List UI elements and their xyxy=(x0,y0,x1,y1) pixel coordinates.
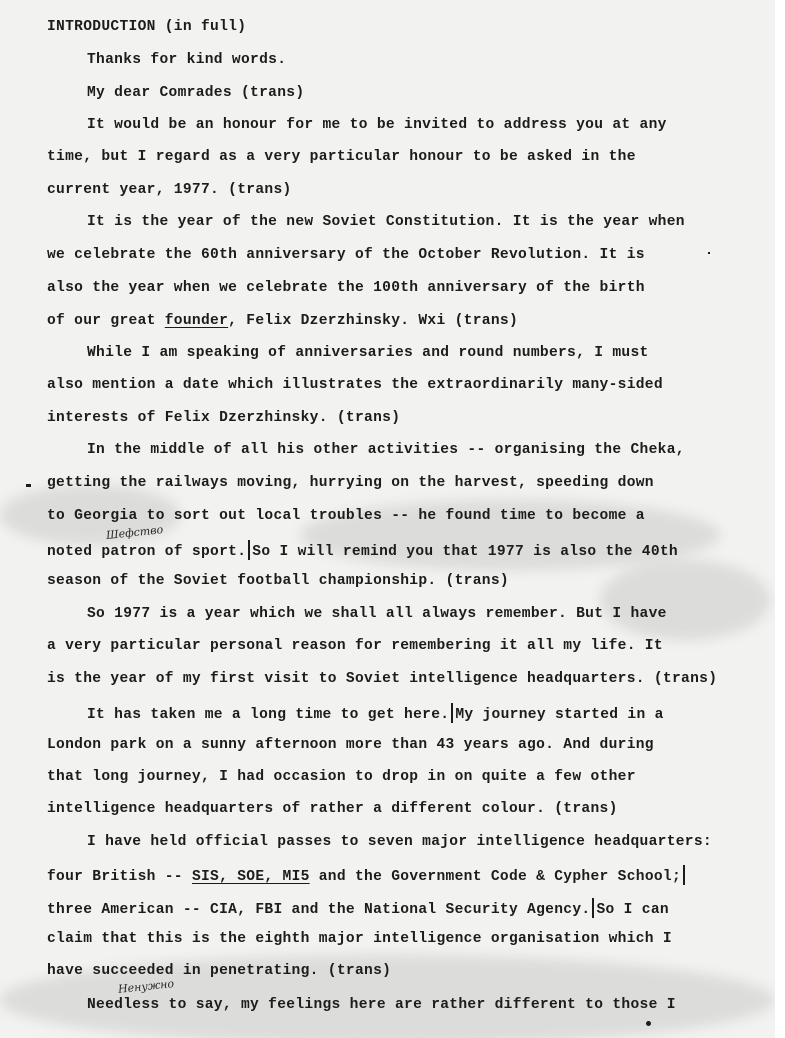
text-line: getting the railways moving, hurrying on the harvest, speeding down xyxy=(47,475,654,491)
margin-bar-mark xyxy=(248,540,250,560)
ink-dot xyxy=(708,252,710,254)
handwritten-annotation: Шефство xyxy=(105,523,164,542)
text-line: that long journey, I had occasion to drop in on quite a few other xyxy=(47,769,636,785)
text-line: Needless to say, my feelings here are rather different to those I xyxy=(87,997,676,1013)
underlined-word: founder xyxy=(164,313,229,329)
text-line: time, but I regard as a very particular honour to be asked in the xyxy=(47,149,636,165)
text-line: I have held official passes to seven major intelligence headquarters: xyxy=(87,834,712,850)
text-line xyxy=(47,865,687,886)
text-line xyxy=(87,703,664,724)
text-line: In the middle of all his other activities -- organising the Cheka, xyxy=(87,442,685,458)
margin-bar-mark xyxy=(451,703,453,723)
smudge xyxy=(600,560,770,640)
text-segment: So I will remind you that 1977 is also the 40th xyxy=(252,544,678,560)
text-line: intelligence headquarters of rather a different colour. (trans) xyxy=(47,801,618,817)
text-line: current year, 1977. (trans) xyxy=(47,182,292,198)
text-line: also the year when we celebrate the 100th anniversary of the birth xyxy=(47,280,645,296)
text-line: a very particular personal reason for remembering it all my life. It xyxy=(47,638,663,654)
text-line: London park on a sunny afternoon more than 43 years ago. And during xyxy=(47,737,654,753)
text-segment: My journey started in a xyxy=(455,707,664,723)
text-segment: It has taken me a long time to get here. xyxy=(87,707,450,723)
text-line: My dear Comrades (trans) xyxy=(87,85,305,101)
text-line: have succeeded in penetrating. (trans) xyxy=(47,963,392,979)
text-segment: , Felix Dzerzhinsky. xyxy=(228,313,419,329)
text-segment: three American -- CIA, FBI and the National Security Agency. xyxy=(47,902,591,918)
text-line: season of the Soviet football championship. (trans) xyxy=(47,573,509,589)
text-line: So 1977 is a year which we shall all always remember. But I have xyxy=(87,606,667,622)
text-line: interests of Felix Dzerzhinsky. (trans) xyxy=(47,410,401,426)
text-segment: (trans) xyxy=(445,313,519,329)
text-segment: So I can xyxy=(596,902,669,918)
underlined-text: SIS, SOE, MI5 xyxy=(191,869,310,885)
text-line: While I am speaking of anniversaries and round numbers, I must xyxy=(87,345,649,361)
text-segment: noted patron of sport. xyxy=(47,544,247,560)
text-line: we celebrate the 60th anniversary of the October Revolution. It is xyxy=(47,247,645,263)
crossed-out-word: Wxi xyxy=(418,313,446,329)
text-line xyxy=(47,312,518,330)
text-line: to Georgia to sort out local troubles -- he found time to become a xyxy=(47,508,645,524)
handwritten-annotation: Ненужно xyxy=(117,977,175,996)
text-line: also mention a date which illustrates the extraordinarily many-sided xyxy=(47,377,663,393)
text-line: claim that this is the eighth major intelligence organisation which I xyxy=(47,931,672,947)
text-line: It would be an honour for me to be invited to address you at any xyxy=(87,117,667,133)
margin-dash-mark xyxy=(26,484,31,487)
text-segment: four British -- xyxy=(47,869,192,885)
text-line: It is the year of the new Soviet Constitution. It is the year when xyxy=(87,214,685,230)
margin-bar-mark xyxy=(683,865,685,885)
text-line: Thanks for kind words. xyxy=(87,52,287,68)
page-margin xyxy=(775,0,785,1038)
text-segment: of our great xyxy=(47,313,165,329)
text-line: is the year of my first visit to Soviet intelligence headquarters. (trans) xyxy=(47,671,718,687)
ink-dot xyxy=(646,1021,651,1026)
heading: INTRODUCTION (in full) xyxy=(47,19,247,35)
text-line xyxy=(47,898,669,919)
text-segment: and the Government Code & Cypher School; xyxy=(309,869,682,885)
text-line xyxy=(47,540,678,561)
margin-bar-mark xyxy=(592,898,594,918)
